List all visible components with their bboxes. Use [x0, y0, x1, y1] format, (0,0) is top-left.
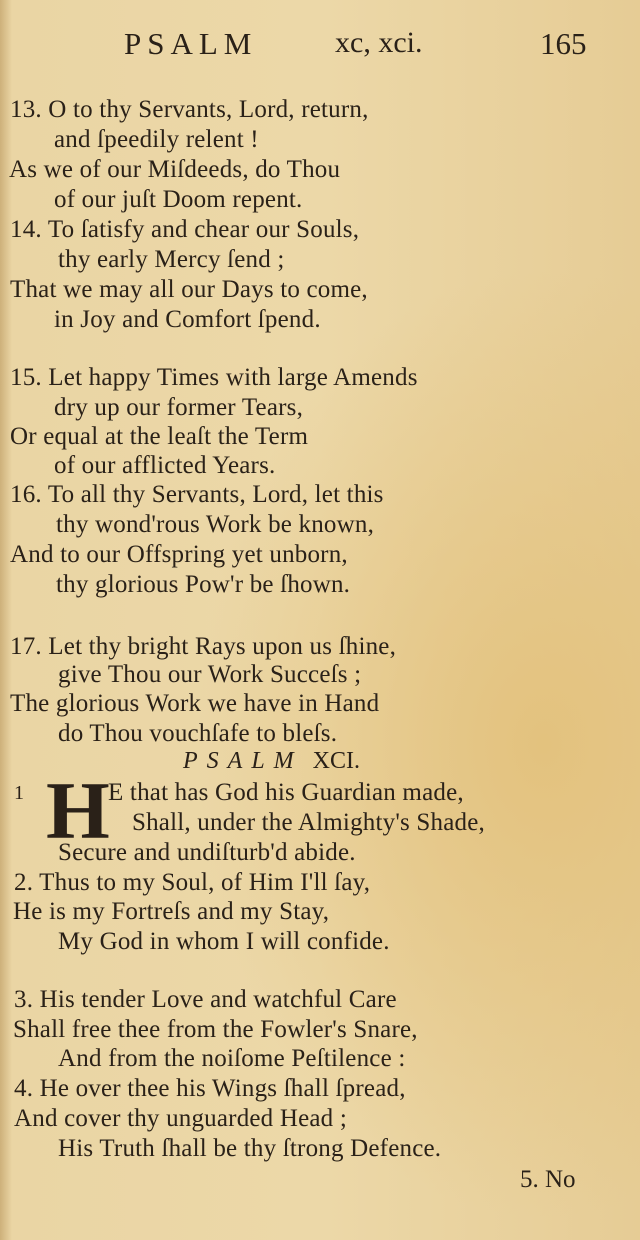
verse-line: thy early Mercy ſend ;	[58, 246, 285, 273]
verse-line: do Thou vouchſafe to bleſs.	[58, 720, 338, 747]
verse-line: 15. Let happy Times with large Amends	[10, 364, 418, 391]
verse-line: 4. He over thee his Wings ſhall ſpread,	[14, 1075, 406, 1102]
verse-line: E that has God his Guardian made,	[108, 779, 464, 806]
verse-line: As we of our Miſdeeds, do Thou	[9, 156, 341, 183]
verse-line: That we may all our Days to come,	[10, 276, 368, 303]
verse-line: thy glorious Pow'r be ſhown.	[56, 571, 351, 598]
verse-line: And to our Offspring yet unborn,	[10, 541, 348, 568]
verse-line: of our afflicted Years.	[54, 452, 276, 479]
verse-line: give Thou our Work Succeſs ;	[58, 661, 362, 688]
verse-line: and ſpeedily relent !	[54, 126, 259, 153]
verse-line: He is my Fortreſs and my Stay,	[13, 898, 330, 925]
verse-line: 14. To ſatisfy and chear our Souls,	[10, 216, 360, 243]
verse-line: Shall, under the Almighty's Shade,	[132, 809, 485, 836]
page-number: 165	[540, 26, 587, 61]
subheading-title: PSALM	[183, 748, 303, 774]
verse-line: Or equal at the leaſt the Term	[10, 423, 309, 450]
verse-line: My God in whom I will confide.	[58, 928, 390, 955]
running-head-psalms: xc, xci.	[335, 26, 423, 59]
verse-line: The glorious Work we have in Hand	[10, 690, 380, 717]
verse-line: And cover thy unguarded Head ;	[14, 1105, 347, 1132]
running-head-title: PSALM	[124, 26, 258, 61]
verse-line: Secure and undiſturb'd abide.	[58, 839, 356, 866]
drop-cap: H	[46, 765, 110, 856]
verse-line: His Truth ſhall be thy ſtrong Defence.	[58, 1135, 442, 1162]
verse-line: of our juſt Doom repent.	[54, 186, 303, 213]
verse-line: thy wond'rous Work be known,	[56, 511, 375, 538]
verse-number: 1	[14, 782, 25, 804]
verse-line: 3. His tender Love and watchful Care	[14, 986, 397, 1013]
verse-line: Shall free thee from the Fowler's Snare,	[13, 1016, 418, 1043]
psalm-subheading	[183, 748, 360, 775]
verse-line: in Joy and Comfort ſpend.	[54, 306, 321, 333]
subheading-number: XCI.	[312, 748, 361, 774]
verse-line: dry up our former Tears,	[54, 394, 304, 421]
catchword: 5. No	[520, 1166, 576, 1193]
verse-line: 16. To all thy Servants, Lord, let this	[10, 481, 384, 508]
verse-line: 13. O to thy Servants, Lord, return,	[10, 96, 369, 123]
verse-line: And from the noiſome Peſtilence :	[58, 1045, 406, 1072]
verse-line: 17. Let thy bright Rays upon us ſhine,	[10, 633, 397, 660]
verse-line: 2. Thus to my Soul, of Him I'll ſay,	[14, 869, 371, 896]
